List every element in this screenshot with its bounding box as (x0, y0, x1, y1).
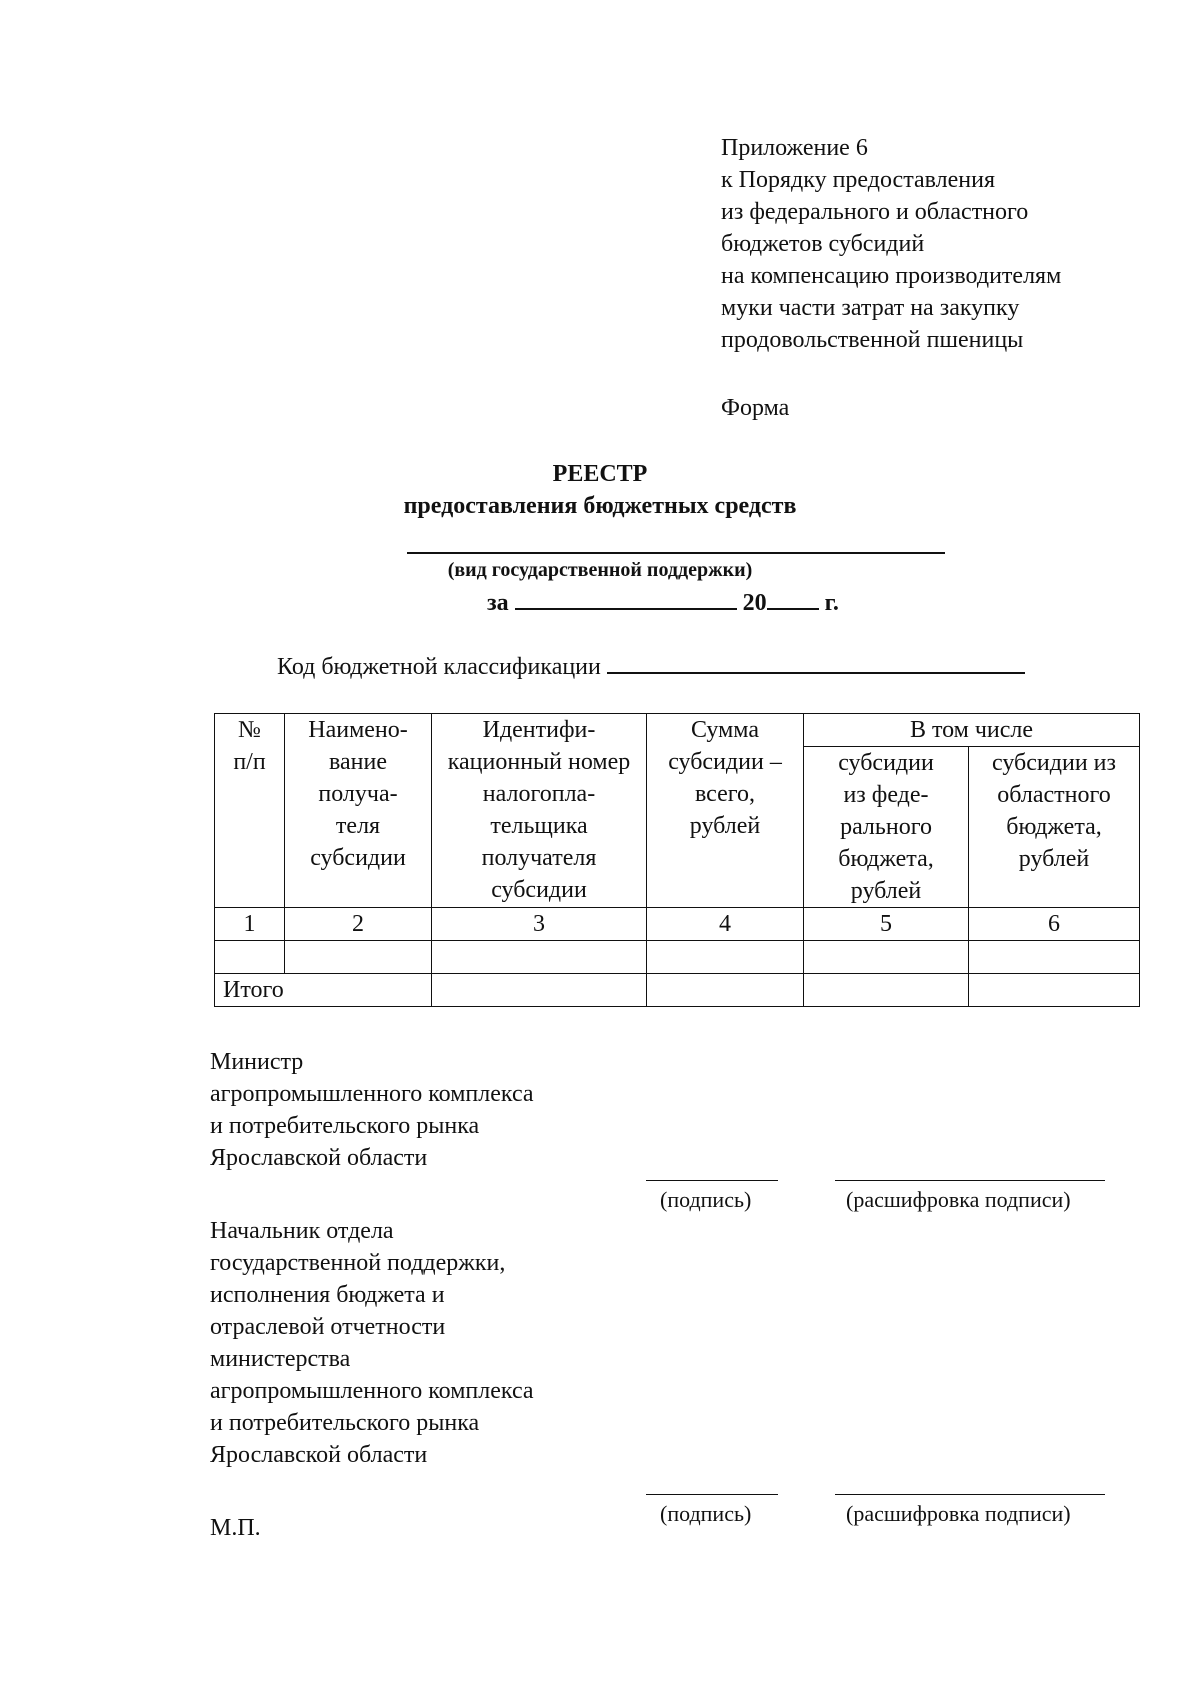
header-line: п/п (233, 749, 266, 775)
appendix-block (721, 132, 1061, 356)
period-year: 20 (742, 590, 767, 616)
header-line: субсидии (310, 845, 406, 871)
header-line: областного (997, 782, 1111, 808)
column-header-recipient-name (285, 714, 432, 908)
table-cell[interactable] (969, 974, 1140, 1007)
period-prefix: за (487, 590, 509, 616)
header-line: налогопла- (482, 781, 596, 807)
header-line: из феде- (843, 782, 929, 808)
table-cell[interactable] (647, 974, 804, 1007)
signatory-line: и потребительского рынка (210, 1410, 480, 1436)
period-suffix: г. (824, 590, 839, 616)
header-line: получа- (318, 781, 398, 807)
signature-caption: (подпись) (660, 1501, 752, 1526)
period-line (487, 586, 839, 619)
appendix-line: бюджетов субсидий (721, 231, 925, 257)
column-header-number (215, 714, 285, 908)
header-line: рального (840, 814, 932, 840)
support-type-blank-line (407, 552, 945, 554)
column-number: 6 (969, 908, 1140, 941)
header-line: Идентифи- (482, 717, 596, 743)
table-row (215, 941, 1140, 974)
document-subtitle: предоставления бюджетных средств (403, 493, 797, 519)
signatory-line: Министр (210, 1049, 304, 1075)
signatory-line: государственной поддержки, (210, 1250, 506, 1276)
header-line: № (238, 717, 261, 743)
header-line: получателя (481, 845, 597, 871)
table-cell[interactable] (969, 941, 1140, 974)
document-title: РЕЕСТР (552, 461, 648, 487)
header-line: Сумма (691, 717, 759, 743)
table-cell[interactable] (804, 974, 969, 1007)
period-month-blank (515, 586, 737, 610)
appendix-line: из федерального и областного (721, 199, 1029, 225)
header-line: субсидии из (992, 750, 1116, 776)
department-head-title (210, 1215, 534, 1471)
signatory-line: Ярославской области (210, 1145, 428, 1171)
signature-decoding-line (835, 1494, 1105, 1495)
header-line: Наимено- (308, 717, 408, 743)
header-line: субсидии (491, 877, 587, 903)
form-label: Форма (721, 395, 790, 421)
table-cell[interactable] (647, 941, 804, 974)
registry-table (214, 713, 1140, 1007)
period-year-blank (767, 586, 819, 610)
total-label: Итого (215, 974, 432, 1007)
header-line: тельщика (490, 813, 588, 839)
table-cell[interactable] (804, 941, 969, 974)
header-line: теля (335, 813, 381, 839)
column-number: 2 (285, 908, 432, 941)
signature-decoding-line (835, 1180, 1105, 1181)
column-number: 1 (215, 908, 285, 941)
column-group-header: В том числе (804, 714, 1140, 747)
signatory-line: и потребительского рынка (210, 1113, 480, 1139)
header-line: рублей (850, 878, 922, 904)
stamp-label: М.П. (210, 1515, 261, 1541)
header-line: рублей (1018, 846, 1090, 872)
support-type-caption: (вид государственной поддержки) (447, 559, 753, 581)
table-header-row (215, 714, 1140, 747)
column-number: 4 (647, 908, 804, 941)
kbk-label: Код бюджетной классификации (277, 654, 601, 680)
header-line: бюджета, (1006, 814, 1102, 840)
header-line: вание (328, 749, 387, 775)
header-line: бюджета, (838, 846, 934, 872)
appendix-line: на компенсацию производителям (721, 263, 1062, 289)
signatory-line: агропромышленного комплекса (210, 1081, 534, 1107)
signature-line (646, 1494, 778, 1495)
table-cell[interactable] (215, 941, 285, 974)
header-line: всего, (694, 781, 756, 807)
signatory-line: министерства (210, 1346, 351, 1372)
appendix-line: продовольственной пшеницы (721, 327, 1024, 353)
table-cell[interactable] (432, 941, 647, 974)
table-cell[interactable] (285, 941, 432, 974)
header-line: субсидии – (668, 749, 782, 775)
header-line: рублей (689, 813, 761, 839)
signatory-line: отраслевой отчетности (210, 1314, 446, 1340)
signature-decoding-caption: (расшифровка подписи) (846, 1501, 1071, 1526)
signature-line (646, 1180, 778, 1181)
table-cell[interactable] (432, 974, 647, 1007)
total-row (215, 974, 1140, 1007)
column-header-total-sum (647, 714, 804, 908)
kbk-line (277, 650, 1025, 683)
column-header-regional (969, 747, 1140, 908)
column-number-row (215, 908, 1140, 941)
signatory-line: агропромышленного комплекса (210, 1378, 534, 1404)
header-line: кационный номер (447, 749, 631, 775)
column-number: 3 (432, 908, 647, 941)
column-header-inn (432, 714, 647, 908)
column-number: 5 (804, 908, 969, 941)
signature-decoding-caption: (расшифровка подписи) (846, 1187, 1071, 1212)
signatory-line: Начальник отдела (210, 1218, 394, 1244)
signature-caption: (подпись) (660, 1187, 752, 1212)
header-line: субсидии (838, 750, 934, 776)
minister-title (210, 1046, 534, 1174)
appendix-line: Приложение 6 (721, 135, 868, 161)
appendix-line: к Порядку предоставления (721, 167, 996, 193)
signatory-line: Ярославской области (210, 1442, 428, 1468)
kbk-blank (607, 650, 1025, 674)
signatory-line: исполнения бюджета и (210, 1282, 445, 1308)
column-header-federal (804, 747, 969, 908)
appendix-line: муки части затрат на закупку (721, 295, 1020, 321)
